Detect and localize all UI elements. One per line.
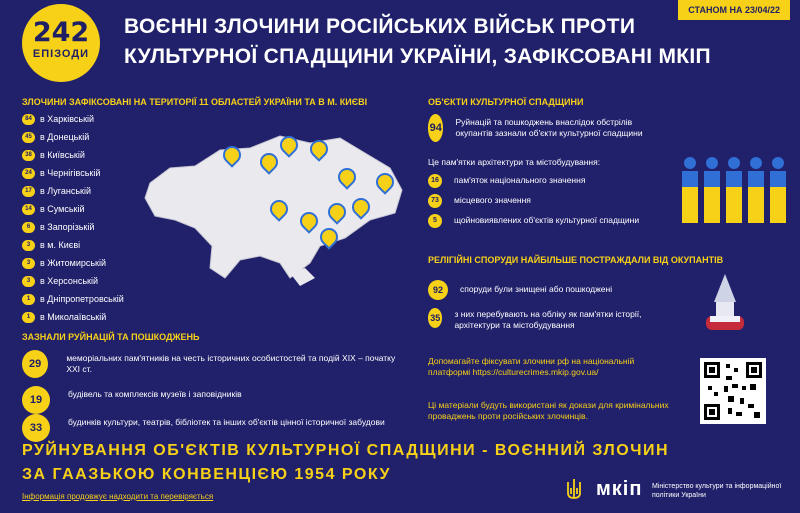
list-item: 38 в Київській [22, 146, 124, 164]
list-item: 3 в Житомирській [22, 254, 124, 272]
church-illustration [700, 272, 750, 334]
episodes-badge [22, 4, 100, 82]
list-item: 92 споруди були знищені або пошкоджені [428, 280, 678, 300]
list-item: 3 в м. Києві [22, 236, 124, 254]
map-marker [324, 199, 349, 224]
slogan-line-2: ЗА ГААЗЬКОЮ КОНВЕНЦІЄЮ 1954 РОКУ [22, 466, 391, 483]
title-line-1: ВОЄННІ ЗЛОЧИНИ РОСІЙСЬКИХ ВІЙСЬК ПРОТИ [124, 15, 636, 38]
title-line-2: КУЛЬТУРНОЇ СПАДЩИНИ УКРАЇНИ, ЗАФІКСОВАНІ МКІП [124, 45, 711, 68]
map-marker [296, 208, 321, 233]
map-marker [306, 136, 331, 161]
map-marker [334, 164, 359, 189]
map-marker [266, 196, 291, 221]
ministry-name: Міністерство культури та інформаційної політики України [652, 483, 782, 499]
platform-call: Допомагайте фіксувати злочини рф на національній платформі https://culturecrimes.mkip.gov.ua/ [428, 356, 635, 377]
regions-list [22, 110, 124, 326]
list-item: 3 в Херсонській [22, 272, 124, 290]
trident-icon [566, 478, 582, 502]
list-item: 33 будинків культури, театрів, бібліотек та інших об'єктів цінної історичної забудови [22, 414, 402, 442]
map-marker [256, 149, 281, 174]
list-item: 84 в Харківській [22, 110, 124, 128]
map-marker [316, 224, 341, 249]
evidence-note: Ці матеріали будуть використані як докази для кримінальних проваджень проти російських злочинців. [428, 400, 669, 421]
slogan-line-1: РУЙНУВАННЯ ОБ'ЄКТІВ КУЛЬТУРНОЇ СПАДЩИНИ - ВОЄННИЙ ЗЛОЧИН [22, 442, 669, 459]
list-item: 45 в Донецькій [22, 128, 124, 146]
list-item: 19 будівель та комплексів музеїв і заповідників [22, 386, 402, 414]
list-item: 14 в Сумській [22, 200, 124, 218]
heritage-subheading: Це пам'ятки архітектури та містобудування: [428, 157, 601, 167]
list-item: 35 з них перебувають на обліку як пам'ятки історії, архітектури та містобудування [428, 308, 678, 331]
regions-heading: ЗЛОЧИНИ ЗАФІКСОВАНІ НА ТЕРИТОРІЇ 11 ОБЛАСТЕЙ УКРАЇНИ ТА В М. КИЄВІ [22, 97, 368, 107]
list-item: 29 меморіальних пам'ятників на честь історичних особистостей та подій XIX – початку XXI ст. [22, 350, 402, 378]
map-marker [219, 142, 244, 167]
list-item: 73 місцевого значення [428, 194, 531, 208]
damage-heading: ЗАЗНАЛИ РУЙНАЦІЙ ТА ПОШКОДЖЕНЬ [22, 332, 200, 342]
list-item: 1 в Миколаївській [22, 308, 124, 326]
religious-heading: РЕЛІГІЙНІ СПОРУДИ НАЙБІЛЬШЕ ПОСТРАЖДАЛИ ВІД ОКУПАНТІВ [428, 255, 724, 265]
heritage-heading: ОБ'ЄКТИ КУЛЬТУРНОЇ СПАДЩИНИ [428, 97, 584, 107]
map-marker [372, 169, 397, 194]
list-item: 24 в Чернігівській [22, 164, 124, 182]
heritage-main: 94 Руйнацій та пошкоджень внаслідок обстрілів окупантів зазнали об'єкти культурної спадщини [428, 114, 658, 142]
people-illustration [676, 155, 790, 227]
map-marker [348, 194, 373, 219]
list-item: 5 щойновиявлених об'єктів культурної спадщини [428, 214, 639, 228]
list-item: 1 в Дніпропетровській [22, 290, 124, 308]
qr-code [700, 358, 766, 424]
episodes-count: 242 [32, 17, 90, 48]
episodes-label: ЕПІЗОДИ [32, 48, 90, 60]
page-title [124, 12, 711, 72]
map-marker [276, 132, 301, 157]
list-item: 17 в Луганській [22, 182, 124, 200]
info-note: Інформація продовжує надходити та перевіряється [22, 492, 214, 501]
date-tag: СТАНОМ НА 23/04/22 [678, 0, 790, 20]
ministry-logo: мкіп [596, 478, 643, 500]
heritage-count: 94 [428, 114, 443, 142]
list-item: 6 в Запорізькій [22, 218, 124, 236]
map-markers [140, 128, 410, 288]
list-item: 16 пам'яток національного значення [428, 174, 585, 188]
